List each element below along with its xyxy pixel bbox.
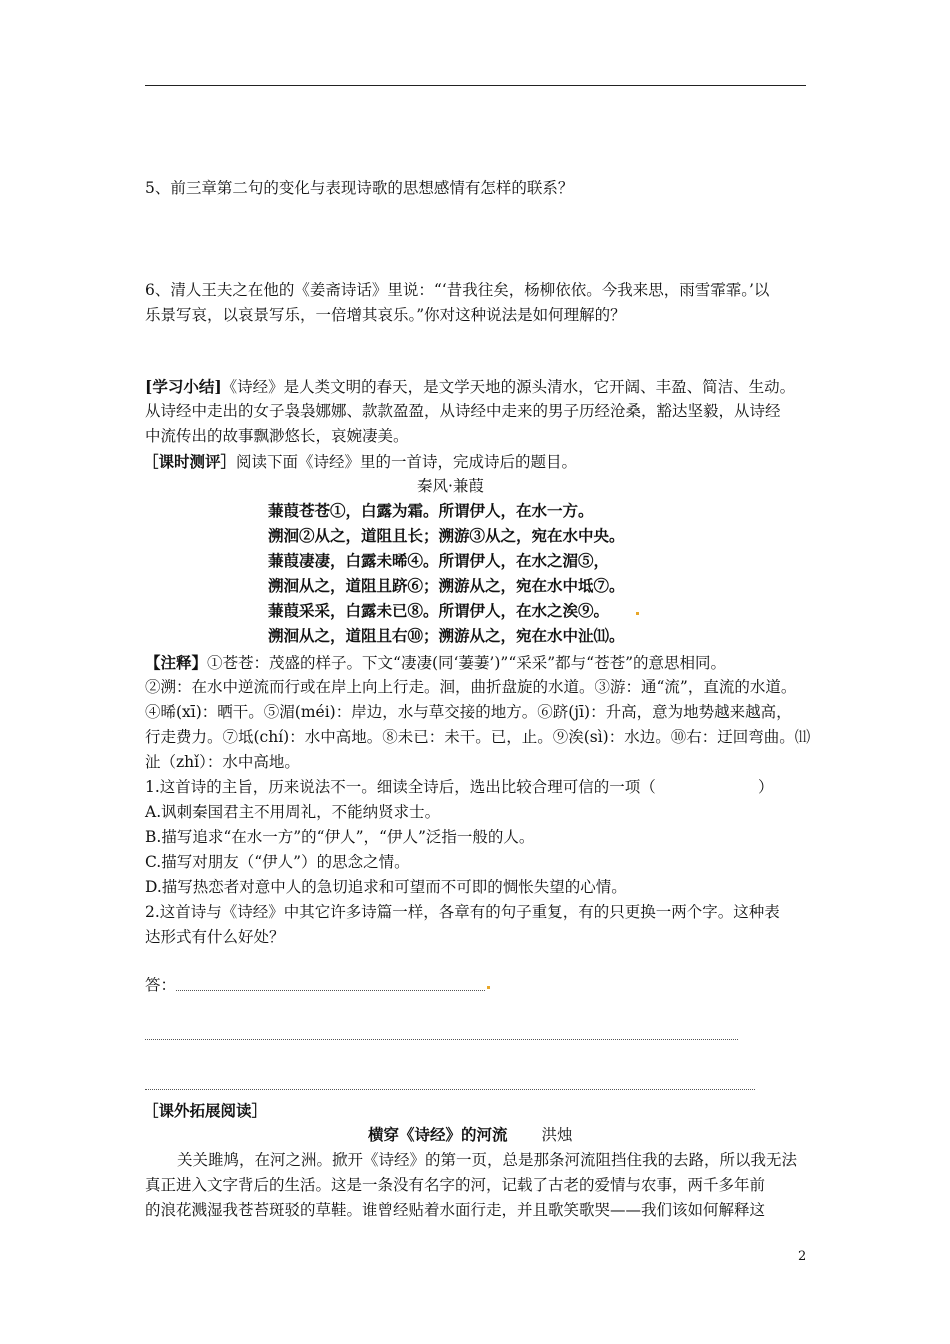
poem-line: 溯洄从之，道阻且右⑩；溯游从之，宛在水中沚⑾。 xyxy=(268,626,625,645)
article-title: 横穿《诗经》的河流 xyxy=(368,1125,508,1144)
notes-line-2: ②溯：在水中逆流而行或在岸上向上行走。洄，曲折盘旋的水道。③游：通“流”，直流的水道。 xyxy=(145,678,797,696)
test-intro-line xyxy=(143,449,577,475)
answer-line-3[interactable] xyxy=(145,1089,755,1090)
summary-line-3: 中流传出的故事飘渺悠长，哀婉凄美。 xyxy=(145,427,409,445)
poem-line: 蒹葭凄凄，白露未晞④。所谓伊人，在水之湄⑤， xyxy=(268,551,610,570)
poem-line: 溯洄从之，道阻且跻⑥；溯游从之，宛在水中坻⑦。 xyxy=(268,576,625,595)
question-5: 5、前三章第二句的变化与表现诗歌的思想感情有怎样的联系？ xyxy=(145,179,574,197)
page-number: 2 xyxy=(798,1249,807,1264)
question-6-line-1: 6、清人王夫之在他的《姜斋诗话》里说：“‘昔我往矣，杨柳依依。今我来思，雨雪霏霏。’以 xyxy=(145,281,770,299)
article-line: 真正进入文字背后的生活。这是一条没有名字的河，记载了古老的爱情与农事，两千多年前 xyxy=(145,1176,766,1194)
notes-line-5: 沚（zhǐ）：水中高地。 xyxy=(145,753,300,771)
article-line: 关关雎鸠，在河之洲。掀开《诗经》的第一页，总是那条河流阻挡住我的去路，所以我无法 xyxy=(177,1151,798,1169)
answer-label: 答： xyxy=(145,976,177,994)
answer-mark xyxy=(487,986,490,989)
question-1-close: ） xyxy=(758,778,774,796)
article-author: 洪烛 xyxy=(541,1126,573,1144)
question-6-line-2: 乐景写哀，以哀景写乐，一倍增其哀乐。”你对这种说法是如何理解的？ xyxy=(145,306,626,324)
notes-line-4: 行走费力。⑦坻(chí)：水中高地。⑧未已：未干。已，止。⑨涘(sì)：水边。⑩右：迂回弯曲。⑾ xyxy=(145,728,811,746)
extended-tag: ［课外拓展阅读］ xyxy=(143,1101,268,1120)
summary-line-2: 从诗经中走出的女子袅袅娜娜、款款盈盈，从诗经中走来的男子历经沧桑，豁达坚毅，从诗经 xyxy=(145,402,781,420)
test-tag: ［课时测评］ xyxy=(143,452,237,471)
summary-tag: [学习小结] xyxy=(145,377,222,396)
notes-line-1 xyxy=(145,650,726,676)
poem-line: 蒹葭采采，白露未已⑧。所谓伊人，在水之涘⑨。 xyxy=(268,601,610,620)
question-2-line-2: 达形式有什么好处？ xyxy=(145,928,285,946)
test-intro: 阅读下面《诗经》里的一首诗，完成诗后的题目。 xyxy=(236,453,578,471)
poem-line: 溯洄②从之，道阻且长；溯游③从之，宛在水中央。 xyxy=(268,526,625,545)
summary-text-1: 《诗经》是人类文明的春天，是文学天地的源头清水，它开阔、丰盈、简洁、生动。 xyxy=(221,378,796,396)
notes-tag: 【注释】 xyxy=(145,653,208,672)
answer-line-2[interactable] xyxy=(145,1039,738,1040)
article-line: 的浪花溅湿我苍苔斑驳的草鞋。谁曾经贴着水面行走，并且歌笑歌哭——我们该如何解释这 xyxy=(145,1201,766,1219)
answer-line[interactable] xyxy=(176,990,485,991)
annotation-mark xyxy=(636,612,639,615)
header-rule xyxy=(145,85,806,86)
option-c: C.描写对朋友（“伊人”）的思念之情。 xyxy=(145,853,410,871)
notes-line-3: ④晞(xī)：晒干。⑤湄(méi)：岸边，水与草交接的地方。⑥跻(jī)：升高，意为地势越来越高， xyxy=(145,703,792,721)
option-d: D.描写热恋者对意中人的急切追求和可望而不可即的惆怅失望的心情。 xyxy=(145,878,627,896)
notes-text-1: ①苍苍：茂盛的样子。下文“凄凄(同‘萋萋’)”“采采”都与“苍苍”的意思相同。 xyxy=(207,654,727,672)
option-b: B.描写追求“在水一方”的“伊人”，“伊人”泛指一般的人。 xyxy=(145,828,535,846)
summary-line-1 xyxy=(145,374,795,400)
poem-line: 蒹葭苍苍①，白露为霜。所谓伊人，在水一方。 xyxy=(268,501,594,520)
question-1-stem: 1.这首诗的主旨，历来说法不一。细读全诗后，选出比较合理可信的一项（ xyxy=(145,778,656,796)
option-a: A.讽刺秦国君主不用周礼，不能纳贤求士。 xyxy=(145,803,441,821)
article-heading xyxy=(368,1122,573,1148)
question-2-line-1: 2.这首诗与《诗经》中其它许多诗篇一样，各章有的句子重复，有的只更换一两个字。这种表 xyxy=(145,903,780,921)
poem-title: 秦风·兼葭 xyxy=(417,477,484,495)
